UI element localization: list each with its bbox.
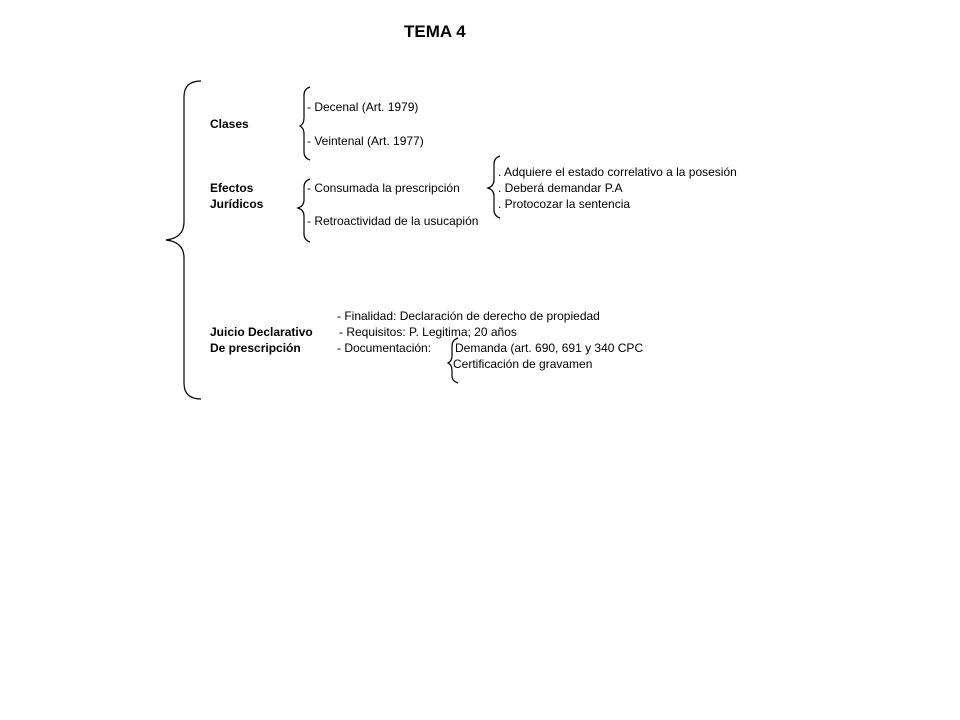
efectos-sub-item-2: . Deberá demandar P.A [498, 181, 623, 195]
efectos-consumada: - Consumada la prescripción [307, 181, 460, 195]
clases-brace-icon [300, 87, 310, 160]
efectos-label-line2: Jurídicos [210, 197, 264, 211]
clases-item-decenal: - Decenal (Art. 1979) [307, 100, 419, 114]
clases-label: Clases [210, 117, 249, 131]
page-title: TEMA 4 [404, 22, 466, 41]
clases-item-veintenal: - Veintenal (Art. 1977) [307, 134, 424, 148]
juicio-documento-certificacion: Certificación de gravamen [453, 357, 593, 371]
juicio-documentacion: - Documentación: [337, 341, 432, 355]
juicio-documento-demanda: Demanda (art. 690, 691 y 340 CPC [455, 341, 644, 355]
juicio-finalidad: - Finalidad: Declaración de derecho de propiedad [337, 309, 600, 323]
main-brace-icon [166, 81, 201, 399]
juicio-label-line1: Juicio Declarativo [210, 325, 313, 339]
juicio-requisitos: - Requisitos: P. Legitima; 20 años [339, 325, 517, 339]
juicio-label-line2: De prescripción [210, 341, 301, 355]
efectos-retroactividad: - Retroactividad de la usucapión [307, 214, 479, 228]
efectos-label-line1: Efectos [210, 181, 254, 195]
efectos-sub-item-1: . Adquiere el estado correlativo a la posesión [498, 165, 737, 179]
efectos-sub-item-3: . Protocozar la sentencia [498, 197, 631, 211]
